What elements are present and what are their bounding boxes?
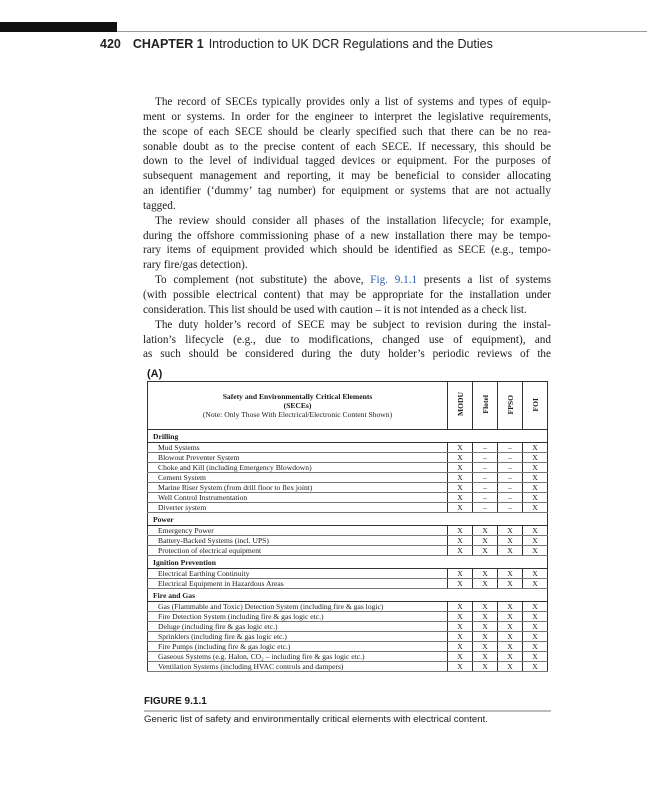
column-header-modu: [448, 382, 473, 430]
applicability-cell: X: [448, 546, 473, 556]
paragraph-3: [143, 273, 551, 318]
applicability-cell: –: [473, 443, 498, 453]
text-line: ment or systems. In order for the engineer to interpret the legislative requirements,: [143, 110, 551, 123]
table-row: [148, 483, 548, 493]
figure-label: FIGURE 9.1.1: [144, 696, 207, 707]
section-row: [148, 556, 548, 569]
table-row: [148, 622, 548, 632]
text-line: sonable doubt as to the precise content of each SECE. If necessary, this should be: [143, 140, 551, 153]
text-line: the scope of each SECE should be clearly specified such that there can be no rea-: [143, 125, 551, 138]
item-name: Gaseous Systems (e.g. Halon, CO₂ – including fire & gas logic etc.): [148, 652, 448, 662]
table-row: [148, 612, 548, 622]
text-line: lation’s lifecycle (e.g., due to modifications, changed use of equipment), and: [143, 333, 551, 346]
applicability-cell: X: [473, 642, 498, 652]
applicability-cell: X: [523, 473, 548, 483]
applicability-cell: X: [448, 463, 473, 473]
item-name: Electrical Earthing Continuity: [148, 569, 448, 579]
section-title: Ignition Prevention: [148, 556, 548, 569]
table-row: [148, 463, 548, 473]
header-title: Safety and Environmentally Critical Elements: [222, 392, 373, 401]
applicability-cell: X: [498, 652, 523, 662]
chapter-tab-bar: [0, 22, 117, 32]
applicability-cell: –: [473, 503, 498, 513]
text-line: during the offshore commissioning phase of a new installation there may be tempo-: [143, 229, 551, 242]
applicability-cell: X: [498, 642, 523, 652]
text-line: an identifier (‘dummy’ tag number) for equipment or systems that are not actually: [143, 185, 551, 198]
applicability-cell: X: [448, 443, 473, 453]
applicability-cell: X: [448, 652, 473, 662]
applicability-cell: X: [498, 526, 523, 536]
table-row: [148, 503, 548, 513]
chapter-label: CHAPTER 1: [132, 37, 204, 51]
running-head: [100, 37, 493, 51]
table-row: [148, 642, 548, 652]
table-row: [148, 443, 548, 453]
applicability-cell: X: [448, 632, 473, 642]
figure-panel-label: (A): [147, 368, 163, 380]
text-line: tagged.: [143, 199, 176, 212]
item-name: Well Control Instrumentation: [148, 493, 448, 503]
header-rule: [117, 31, 647, 32]
section-row: [148, 513, 548, 526]
text-line: rary items of equipment provided which should be identified as SECE (e.g., tempo-: [143, 244, 551, 257]
applicability-cell: X: [448, 579, 473, 589]
applicability-cell: X: [523, 579, 548, 589]
applicability-cell: X: [473, 526, 498, 536]
table-row: [148, 473, 548, 483]
applicability-cell: X: [473, 536, 498, 546]
applicability-cell: X: [523, 546, 548, 556]
table-row: [148, 579, 548, 589]
table-row: [148, 546, 548, 556]
applicability-cell: –: [498, 493, 523, 503]
item-name: Choke and Kill (including Emergency Blowdown): [148, 463, 448, 473]
text-span: presents a list of systems: [417, 274, 551, 287]
applicability-cell: X: [448, 569, 473, 579]
section-row: [148, 430, 548, 443]
applicability-cell: X: [448, 526, 473, 536]
table-row: [148, 602, 548, 612]
body-text: [143, 95, 551, 362]
column-header-flotel: [473, 382, 498, 430]
paragraph-4: [143, 318, 551, 363]
applicability-cell: X: [498, 536, 523, 546]
text-line: down to the level of individual tagged devices or equipment. For the purposes of: [143, 155, 551, 168]
applicability-cell: –: [498, 443, 523, 453]
applicability-cell: X: [523, 443, 548, 453]
text-line: The review should consider all phases of the installation lifecycle; for example,: [155, 214, 551, 227]
applicability-cell: X: [448, 602, 473, 612]
figure-link[interactable]: Fig. 9.1.1: [370, 274, 418, 287]
text-line: as such should be considered during the duty holder’s periodic reviews of the: [143, 348, 551, 361]
table-row: [148, 453, 548, 463]
applicability-cell: X: [498, 632, 523, 642]
applicability-cell: X: [498, 546, 523, 556]
header-abbrev: (SECEs): [283, 401, 312, 410]
applicability-cell: –: [473, 473, 498, 483]
applicability-cell: X: [523, 569, 548, 579]
table-row: [148, 632, 548, 642]
applicability-cell: X: [473, 569, 498, 579]
applicability-cell: –: [498, 503, 523, 513]
text-line: The duty holder’s record of SECE may be subject to revision during the instal-: [155, 318, 551, 331]
section-title: Drilling: [148, 430, 548, 443]
text-line: The record of SECEs typically provides only a list of systems and types of equip-: [155, 96, 551, 108]
item-name: Diverter system: [148, 503, 448, 513]
applicability-cell: X: [523, 612, 548, 622]
applicability-cell: –: [473, 463, 498, 473]
applicability-cell: X: [523, 536, 548, 546]
paragraph-2: [143, 214, 551, 273]
column-header-foi: [523, 382, 548, 430]
table-row: [148, 536, 548, 546]
applicability-cell: X: [523, 652, 548, 662]
applicability-cell: X: [448, 473, 473, 483]
applicability-cell: X: [448, 453, 473, 463]
item-name: Sprinklers (including fire & gas logic etc.): [148, 632, 448, 642]
applicability-cell: X: [473, 622, 498, 632]
applicability-cell: X: [473, 602, 498, 612]
section-row: [148, 589, 548, 602]
applicability-cell: –: [473, 453, 498, 463]
applicability-cell: X: [523, 642, 548, 652]
section-title: Power: [148, 513, 548, 526]
applicability-cell: –: [498, 453, 523, 463]
applicability-cell: X: [498, 569, 523, 579]
text-span: To complement (not substitute) the above,: [155, 274, 371, 287]
applicability-cell: X: [473, 546, 498, 556]
figure-caption: Generic list of safety and environmentally critical elements with electrical content.: [144, 714, 488, 725]
applicability-cell: X: [448, 622, 473, 632]
item-name: Battery-Backed Systems (incl. UPS): [148, 536, 448, 546]
applicability-cell: X: [498, 662, 523, 672]
text-line: subsequent management and reporting, it may be beneficial to consider allocating: [143, 170, 551, 183]
applicability-cell: X: [523, 493, 548, 503]
applicability-cell: –: [473, 493, 498, 503]
table-row: [148, 493, 548, 503]
item-name: Fire Detection System (including fire & gas logic etc.): [148, 612, 448, 622]
applicability-cell: X: [498, 602, 523, 612]
applicability-cell: X: [448, 483, 473, 493]
table-body: [148, 430, 548, 672]
applicability-cell: X: [523, 622, 548, 632]
applicability-cell: X: [523, 632, 548, 642]
item-name: Blowout Preventer System: [148, 453, 448, 463]
column-label: MODU: [455, 392, 465, 417]
item-name: Protection of electrical equipment: [148, 546, 448, 556]
applicability-cell: X: [523, 483, 548, 493]
applicability-cell: X: [448, 642, 473, 652]
column-label: Flotel: [480, 395, 490, 414]
applicability-cell: X: [473, 612, 498, 622]
item-name: Cement System: [148, 473, 448, 483]
applicability-cell: X: [448, 612, 473, 622]
item-name: Gas (Flammable and Toxic) Detection System (including fire & gas logic): [148, 602, 448, 612]
applicability-cell: X: [523, 453, 548, 463]
applicability-cell: –: [498, 463, 523, 473]
applicability-cell: X: [473, 632, 498, 642]
text-line: [143, 273, 551, 288]
applicability-cell: X: [523, 463, 548, 473]
item-name: Deluge (including fire & gas logic etc.): [148, 622, 448, 632]
applicability-cell: X: [498, 622, 523, 632]
item-name: Marine Riser System (from drill floor to flex joint): [148, 483, 448, 493]
chapter-title: Introduction to UK DCR Regulations and the Duties: [208, 37, 493, 51]
header-note: (Note: Only Those With Electrical/Electronic Content Shown): [202, 410, 393, 419]
applicability-cell: X: [523, 662, 548, 672]
column-label: FOI: [530, 397, 540, 412]
applicability-cell: X: [473, 652, 498, 662]
page-number: 420: [100, 37, 121, 51]
applicability-cell: –: [498, 473, 523, 483]
applicability-cell: X: [498, 579, 523, 589]
applicability-cell: –: [498, 483, 523, 493]
applicability-cell: –: [473, 483, 498, 493]
table-header-description: [148, 382, 448, 430]
applicability-cell: X: [448, 503, 473, 513]
applicability-cell: X: [523, 526, 548, 536]
column-label: FPSO: [505, 394, 515, 415]
item-name: Electrical Equipment in Hazardous Areas: [148, 579, 448, 589]
table-row: [148, 662, 548, 672]
sece-table: [147, 381, 548, 672]
applicability-cell: X: [473, 662, 498, 672]
section-title: Fire and Gas: [148, 589, 548, 602]
text-line: (with possible electrical content) that may be appropriate for the installation under: [143, 288, 551, 301]
item-name: Mud Systems: [148, 443, 448, 453]
applicability-cell: X: [498, 612, 523, 622]
applicability-cell: X: [448, 536, 473, 546]
text-line: consideration. This list should be used with caution – it is not intended as a check list.: [143, 303, 527, 316]
table-row: [148, 569, 548, 579]
applicability-cell: X: [473, 579, 498, 589]
applicability-cell: X: [448, 662, 473, 672]
paragraph-1: [143, 95, 551, 214]
table-row: [148, 652, 548, 662]
applicability-cell: X: [523, 602, 548, 612]
column-header-fpso: [498, 382, 523, 430]
item-name: Ventilation Systems (including HVAC controls and dampers): [148, 662, 448, 672]
table-row: [148, 526, 548, 536]
item-name: Fire Pumps (including fire & gas logic etc.): [148, 642, 448, 652]
item-name: Emergency Power: [148, 526, 448, 536]
figure-rule: [144, 710, 551, 712]
text-line: rary fire/gas detection).: [143, 259, 248, 272]
applicability-cell: X: [448, 493, 473, 503]
applicability-cell: X: [523, 503, 548, 513]
